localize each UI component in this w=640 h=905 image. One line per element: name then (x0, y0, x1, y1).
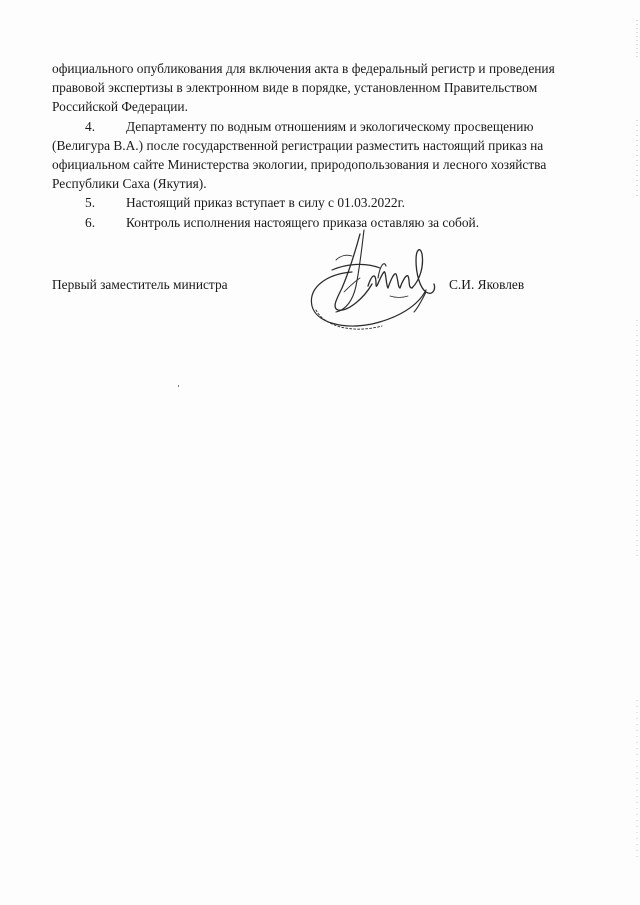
scan-edge-marks (634, 0, 640, 905)
handwritten-signature (302, 226, 447, 341)
item-text: Настоящий приказ вступает в силу с 01.03.2022г. (126, 195, 405, 211)
item-4 (52, 117, 584, 136)
opening-line-2: правовой экспертизы в электронном виде в порядке, установленном Правительством (52, 80, 538, 96)
item-text: Контроль исполнения настоящего приказа оставляю за собой. (126, 214, 480, 230)
item-number: 4. (85, 118, 96, 134)
signatory-name: С.И. Яковлев (449, 277, 525, 292)
document-body (52, 59, 584, 232)
item-4-continuation-1: (Велигура В.А.) после государственной регистрации разместить настоящий приказ на (52, 137, 544, 153)
opening-line-1: официального опубликования для включения акта в федеральный регистр и проведения (52, 61, 555, 76)
item-4-continuation-3: Республики Саха (Якутия). (52, 176, 207, 192)
item-4-continuation-2: официальном сайте Министерства экологии, природопользования и лесного хозяйства (52, 157, 547, 173)
item-number: 5. (85, 195, 96, 211)
item-text: Департаменту по водным отношениям и экологическому просвещению (126, 118, 534, 134)
item-number: 6. (85, 214, 96, 230)
scan-speck (178, 385, 179, 387)
signatory-title: Первый заместитель министра (52, 277, 228, 292)
opening-line-3: Российской Федерации. (52, 99, 188, 115)
item-5 (52, 193, 584, 212)
